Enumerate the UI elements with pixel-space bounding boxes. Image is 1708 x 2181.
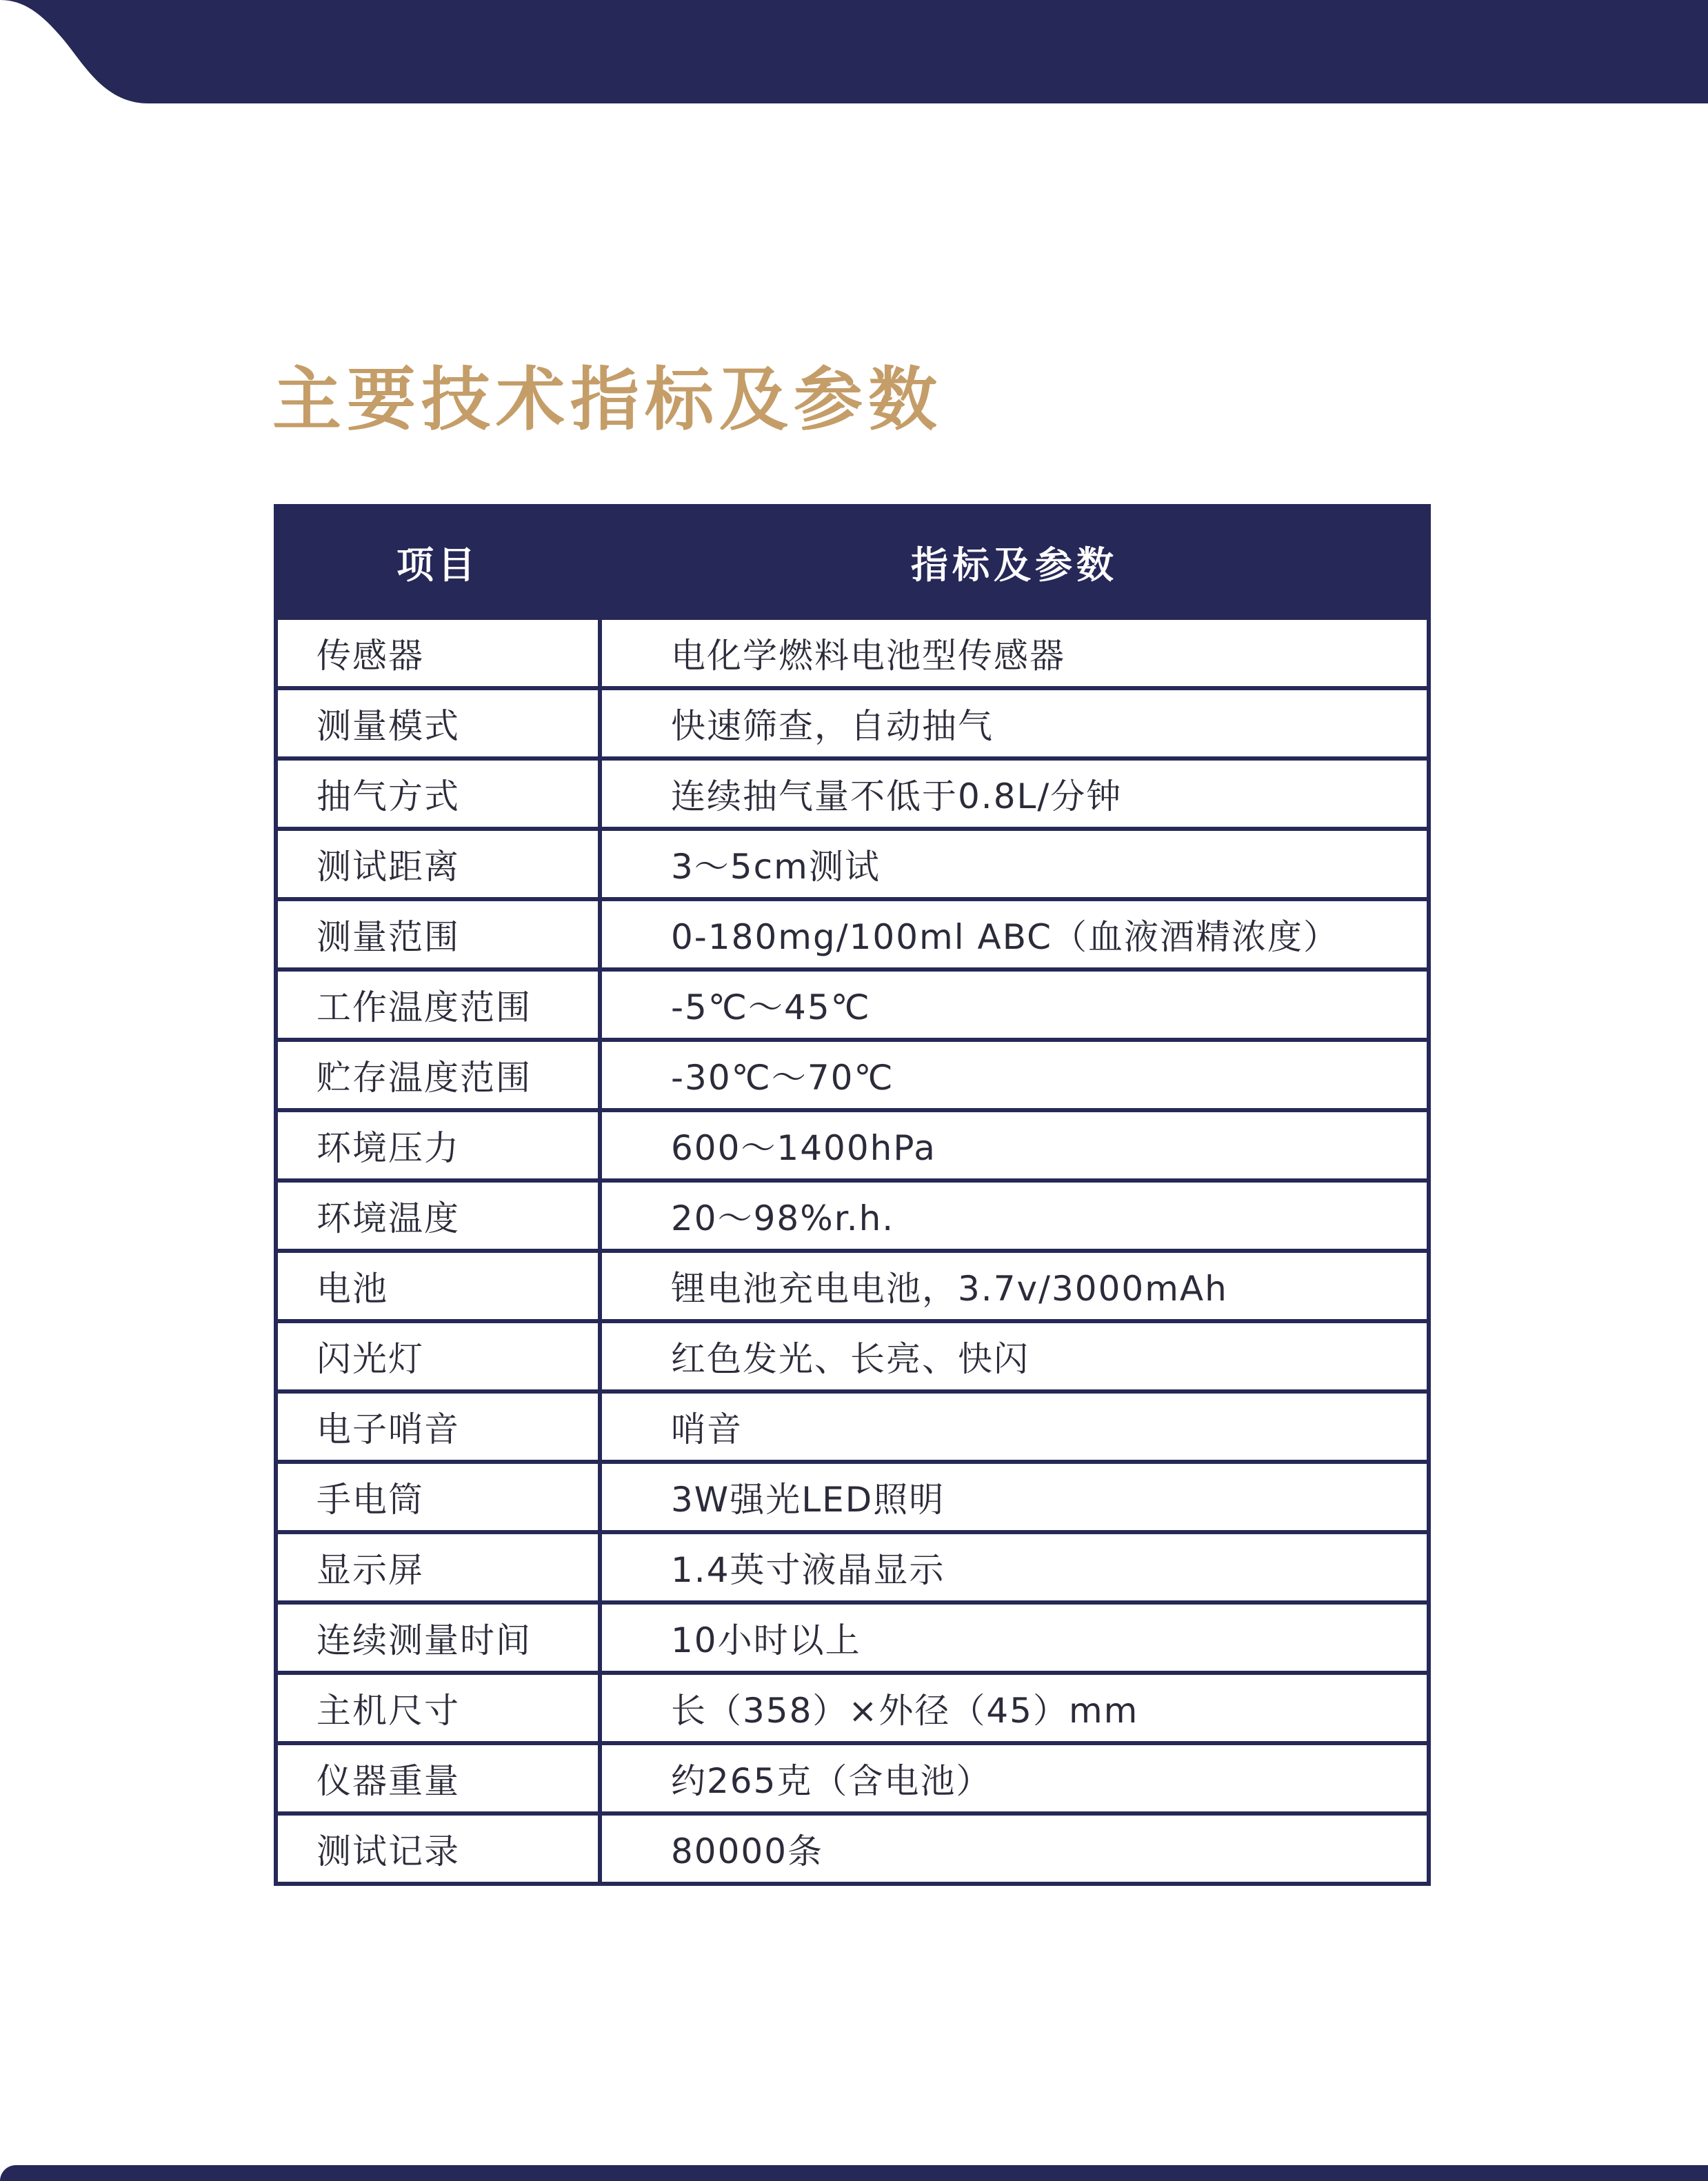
spec-item-label: 环境压力 bbox=[276, 1110, 600, 1180]
spec-item-label: 电池 bbox=[276, 1251, 600, 1321]
spec-item-value: 3W强光LED照明 bbox=[600, 1462, 1429, 1532]
spec-item-value: 约265克（含电池） bbox=[600, 1743, 1429, 1813]
spec-item-label: 电子哨音 bbox=[276, 1391, 600, 1462]
spec-item-label: 闪光灯 bbox=[276, 1321, 600, 1391]
table-row bbox=[276, 1532, 1429, 1602]
table-row bbox=[276, 1673, 1429, 1743]
header-spec: 指标及参数 bbox=[600, 506, 1429, 618]
spec-item-value: -30℃～70℃ bbox=[600, 1040, 1429, 1110]
table-row bbox=[276, 1602, 1429, 1673]
table-row bbox=[276, 1321, 1429, 1391]
spec-item-label: 贮存温度范围 bbox=[276, 1040, 600, 1110]
bottom-banner bbox=[0, 2165, 1708, 2181]
table-row bbox=[276, 899, 1429, 969]
spec-item-value: 锂电池充电电池，3.7v/3000mAh bbox=[600, 1251, 1429, 1321]
spec-item-label: 主机尺寸 bbox=[276, 1673, 600, 1743]
spec-table bbox=[274, 504, 1431, 1886]
page-title: 主要技术指标及参数 bbox=[272, 359, 943, 440]
spec-item-value: 600～1400hPa bbox=[600, 1110, 1429, 1180]
spec-item-label: 测量模式 bbox=[276, 688, 600, 758]
spec-item-value: 长（358）×外径（45）mm bbox=[600, 1673, 1429, 1743]
top-banner bbox=[0, 0, 1708, 103]
table-row bbox=[276, 1110, 1429, 1180]
spec-item-value: 20～98%r.h. bbox=[600, 1180, 1429, 1251]
table-row bbox=[276, 1462, 1429, 1532]
spec-item-value: 3～5cm测试 bbox=[600, 829, 1429, 899]
table-row bbox=[276, 1391, 1429, 1462]
table-row bbox=[276, 688, 1429, 758]
table-row bbox=[276, 1040, 1429, 1110]
spec-item-label: 显示屏 bbox=[276, 1532, 600, 1602]
spec-item-value: 快速筛查，自动抽气 bbox=[600, 688, 1429, 758]
spec-item-label: 连续测量时间 bbox=[276, 1602, 600, 1673]
spec-item-label: 仪器重量 bbox=[276, 1743, 600, 1813]
spec-item-value: 红色发光、长亮、快闪 bbox=[600, 1321, 1429, 1391]
spec-item-value: 连续抽气量不低于0.8L/分钟 bbox=[600, 758, 1429, 829]
spec-item-value: 0-180mg/100ml ABC（血液酒精浓度） bbox=[600, 899, 1429, 969]
table-row bbox=[276, 1813, 1429, 1884]
table-row bbox=[276, 969, 1429, 1040]
spec-item-label: 测试距离 bbox=[276, 829, 600, 899]
header-row bbox=[276, 506, 1429, 618]
spec-item-value: 电化学燃料电池型传感器 bbox=[600, 618, 1429, 688]
spec-item-label: 测量范围 bbox=[276, 899, 600, 969]
spec-item-label: 测试记录 bbox=[276, 1813, 600, 1884]
spec-item-value: 哨音 bbox=[600, 1391, 1429, 1462]
table-row bbox=[276, 758, 1429, 829]
spec-item-value: 80000条 bbox=[600, 1813, 1429, 1884]
spec-item-value: -5℃～45℃ bbox=[600, 969, 1429, 1040]
header-item: 项目 bbox=[276, 506, 600, 618]
table-row bbox=[276, 1743, 1429, 1813]
table-row bbox=[276, 1180, 1429, 1251]
spec-item-label: 抽气方式 bbox=[276, 758, 600, 829]
spec-item-value: 10小时以上 bbox=[600, 1602, 1429, 1673]
table-row bbox=[276, 829, 1429, 899]
table-row bbox=[276, 1251, 1429, 1321]
spec-item-label: 手电筒 bbox=[276, 1462, 600, 1532]
spec-item-value: 1.4英寸液晶显示 bbox=[600, 1532, 1429, 1602]
spec-item-label: 工作温度范围 bbox=[276, 969, 600, 1040]
spec-item-label: 环境温度 bbox=[276, 1180, 600, 1251]
spec-table-header bbox=[276, 506, 1429, 618]
spec-table-body bbox=[276, 618, 1429, 1884]
spec-item-label: 传感器 bbox=[276, 618, 600, 688]
table-row bbox=[276, 618, 1429, 688]
